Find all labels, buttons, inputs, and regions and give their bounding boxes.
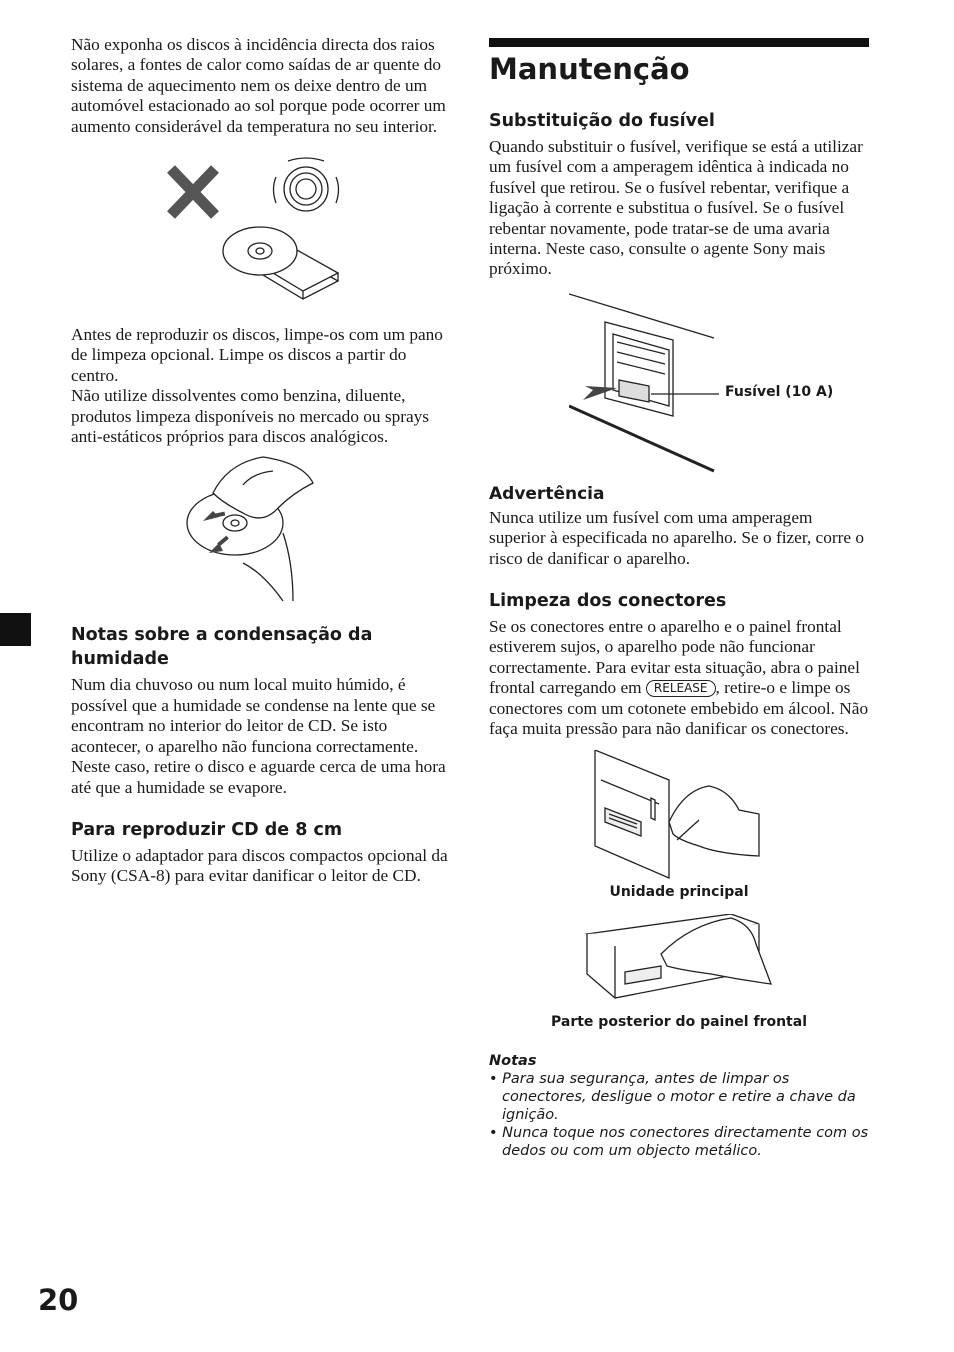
condensation-text: Num dia chuvoso ou num local muito húmido, é possível que a humidade se condense na lente que se encontram no interior do leitor de CD. Se isto acontecer, o aparelho não funciona correctamente. Neste caso, retire o disco e aguarde cerca de uma hora até que a humidade se evapore. [71,675,446,797]
page-title: Manutenção [489,52,690,86]
page-number: 20 [38,1283,79,1317]
right-column [489,38,871,1160]
cleaning-text-1: Antes de reproduzir os discos, limpe-os com um pano de limpeza opcional. Limpe os discos a partir do centro. [71,325,443,385]
heat-waves-icon [274,158,339,211]
connectors-text-before: Se os conectores entre o aparelho e o painel frontal estiverem sujos, o aparelho pode não funcionar correctamente. Para evitar esta situação, abra o painel frontal carregando em [489,617,860,698]
front-panel-caption: Parte posterior do painel frontal [551,1013,807,1030]
disc-cleaning-illustration [183,453,333,603]
disc-sun-illustration [163,157,363,307]
front-panel-illustration [581,914,781,1004]
note-item: • Para sua segurança, antes de limpar os conectores, desligue o motor e retire a chave da ignição. [489,1070,856,1123]
notes-heading: Notas [489,1052,537,1069]
release-button-label: RELEASE [646,680,716,697]
fuse-label: Fusível (10 A) [725,383,834,400]
disc-case-icon [223,227,338,299]
main-unit-caption: Unidade principal [609,883,749,900]
note-item: • Nunca toque nos conectores directamente com os dedos ou com um objecto metálico. [489,1124,869,1159]
condensation-heading: Notas sobre a condensação da humidade [71,625,373,670]
title-bar [489,38,869,47]
section-tab [0,613,31,646]
cleaning-text-2: Não utilize dissolventes como benzina, diluente, produtos limpeza disponíveis no mercado ou sprays anti-estáticos próprios para discos analógicos. [71,386,430,447]
connectors-text [489,617,871,739]
connectors-text-after: , retire-o e limpe os conectores com um cotonete embebido em álcool. Não faça muita pressão para não danificar os conectores. [489,678,869,739]
main-unit-illustration [589,750,769,880]
left-column [71,35,455,887]
prohibited-x-icon [171,169,215,215]
sun-warning-text: Não exponha os discos à incidência directa dos raios solares, a fontes de calor como saídas de ar quente do sistema de aquecimento nem os deixe dentro de um automóvel estacionado ao sol porque pode ocorrer um aumento considerável da temperatura no seu interior. [71,35,446,136]
hand-icon [669,786,759,856]
connectors-heading: Limpeza dos conectores [489,591,727,612]
warning-heading: Advertência [489,483,605,504]
fuse-diagram [489,286,869,476]
warning-text: Nunca utilize um fusível com uma amperagem superior à especificada no aparelho. Se o fizer, corre o risco de danificar o aparelho. [489,507,864,568]
fuse-text: Quando substituir o fusível, verifique se está a utilizar um fusível com a amperagem idêntica à indicada no fusível que retirou. Se o fusível rebentar, verifique a ligação à corrente e substitua o fusível. Se o fusível rebentar novamente, pode tratar-se de uma avaria interna. Neste caso, consulte o agente Sony mais próximo. [489,137,863,279]
8cm-cd-text: Utilize o adaptador para discos compactos opcional da Sony (CSA-8) para evitar danificar o leitor de CD. [71,845,448,886]
notes-block [489,1052,871,1160]
8cm-cd-heading: Para reproduzir CD de 8 cm [71,819,343,840]
fuse-heading: Substituição do fusível [489,111,715,131]
